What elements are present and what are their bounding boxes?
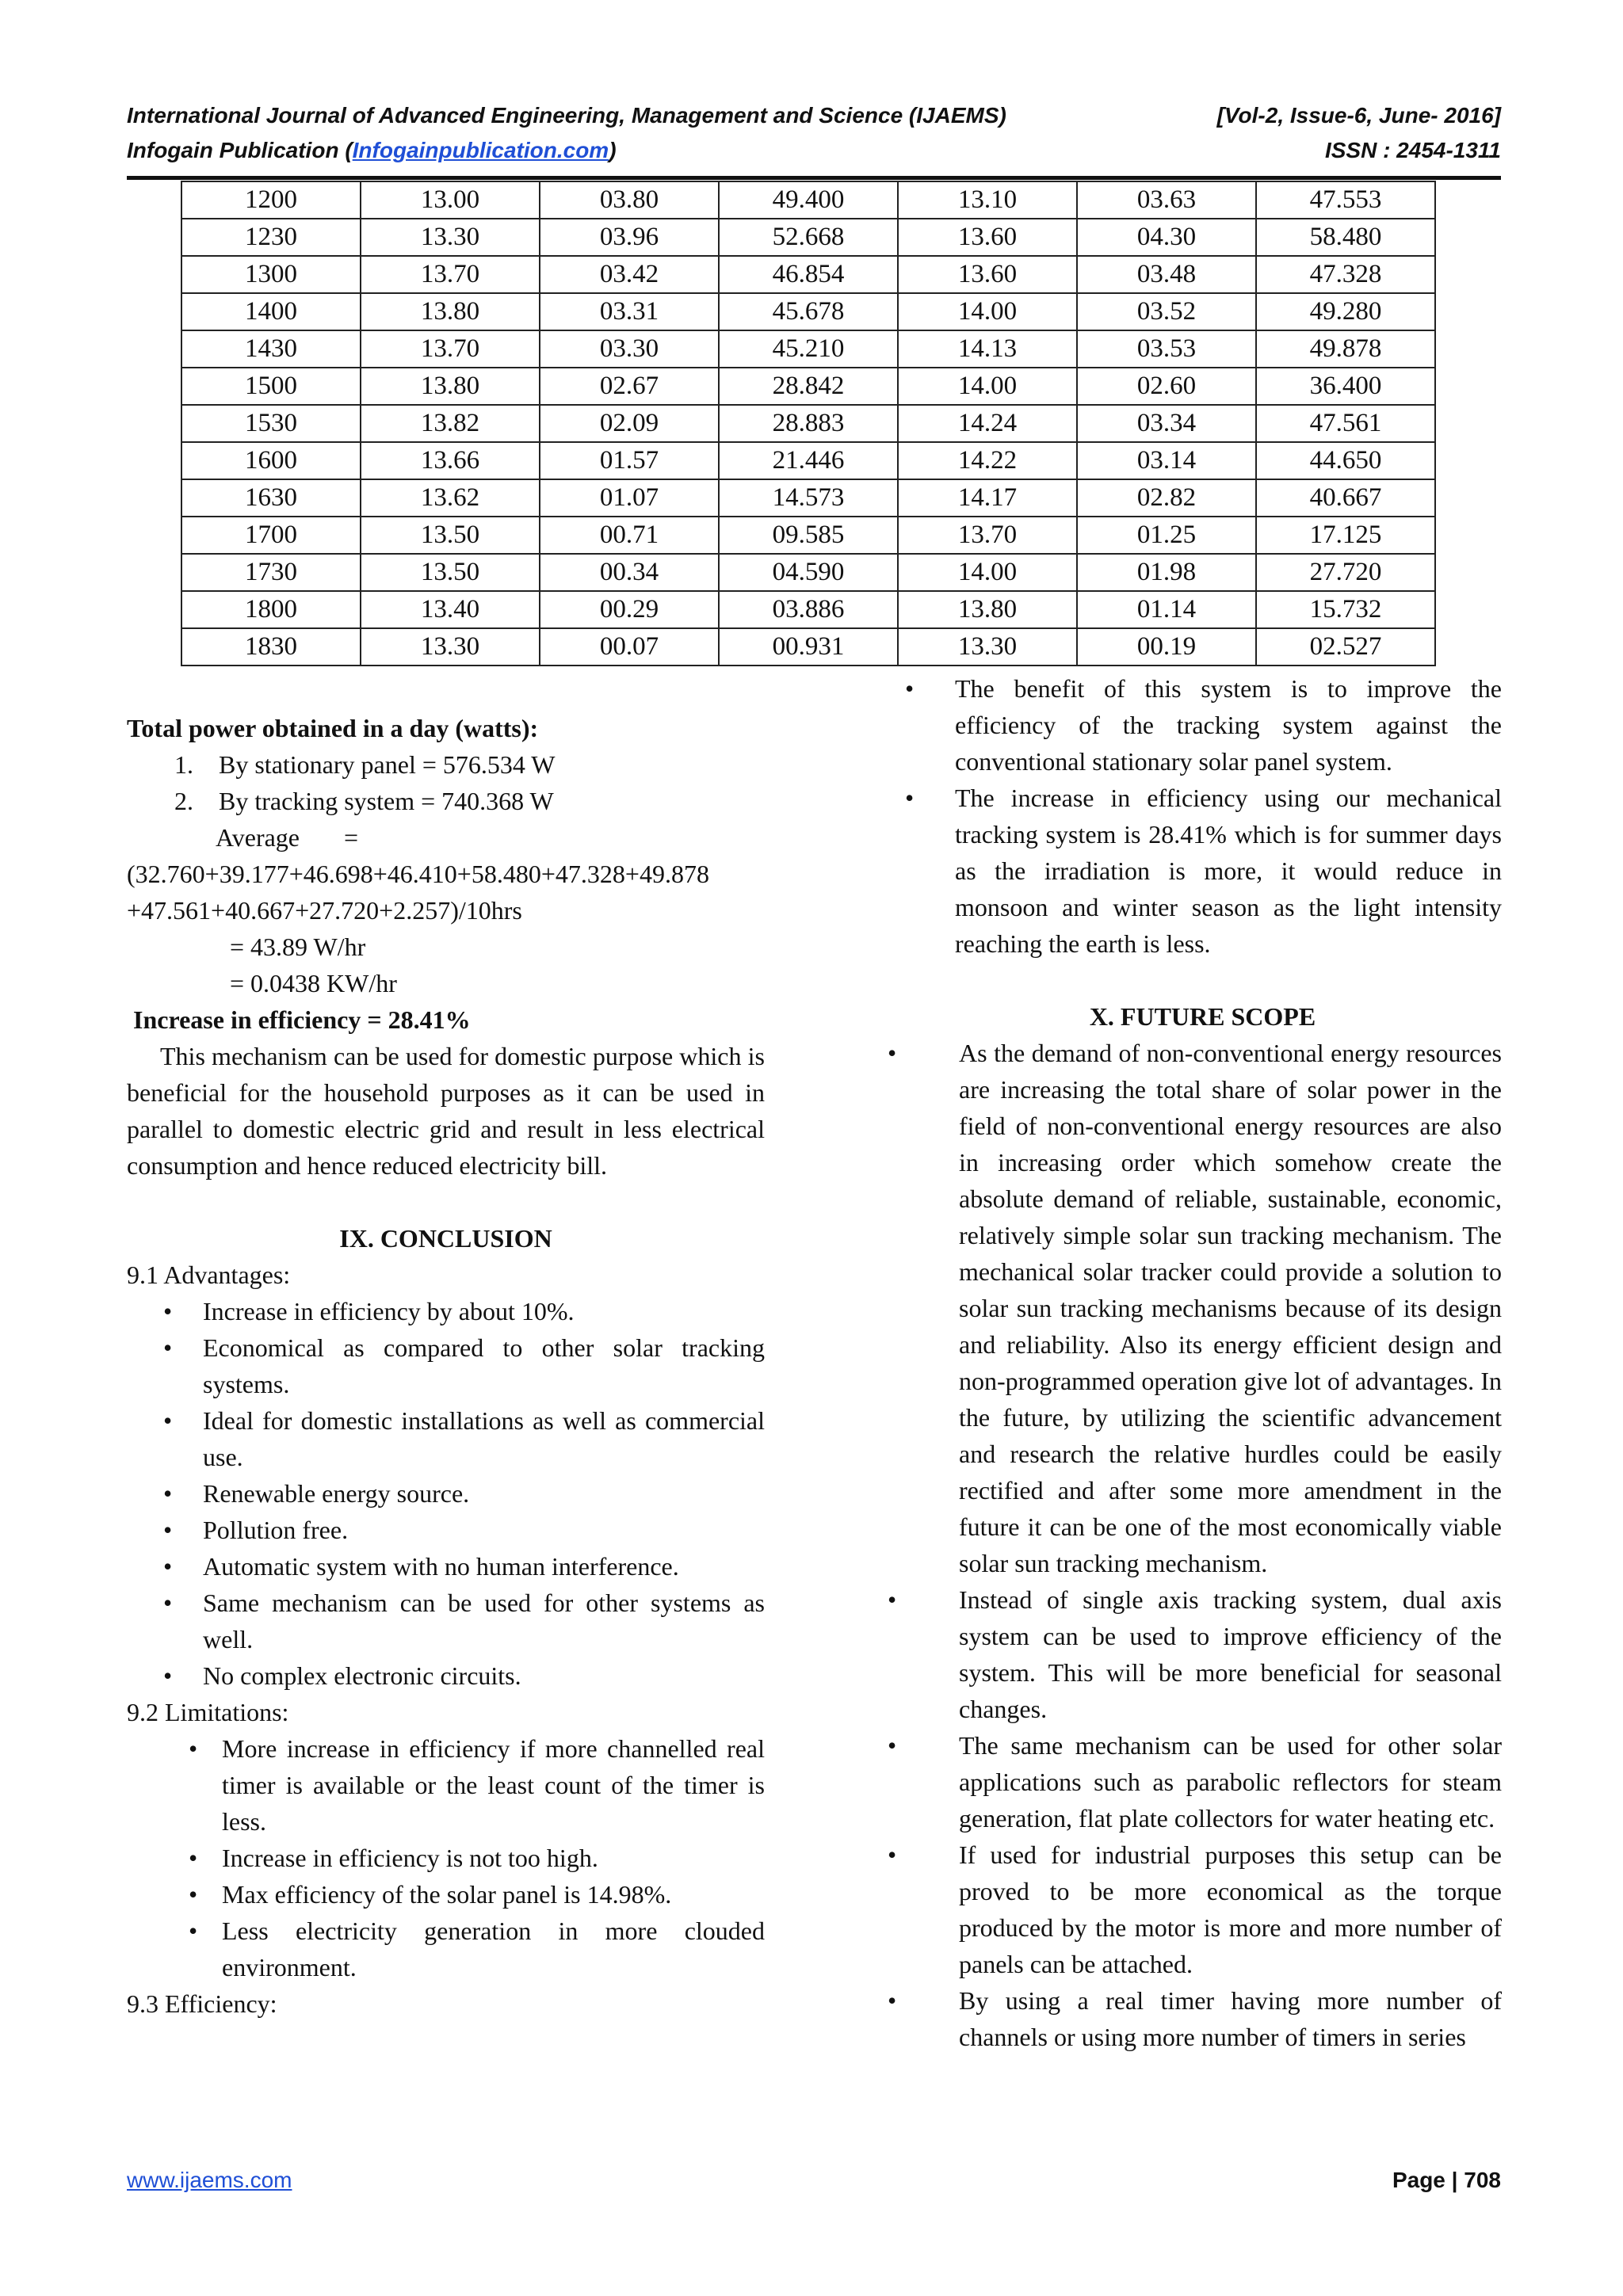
table-row: [181, 330, 1435, 368]
publisher-link[interactable]: Infogainpublication.com: [352, 138, 609, 162]
table-cell: 49.280: [1256, 293, 1435, 330]
bullet-icon: •: [888, 1840, 897, 1869]
power-list: [127, 746, 765, 819]
table-cell: 09.585: [719, 517, 898, 554]
table-cell: 28.883: [719, 405, 898, 442]
table-cell: 1700: [181, 517, 361, 554]
table-cell: 03.53: [1077, 330, 1256, 368]
journal-title: International Journal of Advanced Engineering, Management and Science (IJAEMS): [127, 103, 1006, 128]
table-cell: 40.667: [1256, 479, 1435, 517]
table-row: [181, 554, 1435, 591]
table-cell: 28.842: [719, 368, 898, 405]
header-rule: [127, 176, 1501, 180]
table-cell: 00.34: [540, 554, 719, 591]
list-item-text: Same mechanism can be used for other systems as well.: [203, 1589, 765, 1653]
table-cell: 14.00: [898, 293, 1077, 330]
table-cell: 17.125: [1256, 517, 1435, 554]
table-cell: 04.590: [719, 554, 898, 591]
table-row: [181, 628, 1435, 666]
table-cell: 47.553: [1256, 181, 1435, 219]
average-expression-line1: (32.760+39.177+46.698+46.410+58.480+47.328+49.878: [127, 860, 709, 888]
table-cell: 45.210: [719, 330, 898, 368]
bullet-icon: •: [163, 1516, 173, 1544]
list-item: [127, 1329, 765, 1402]
bullet-icon: •: [189, 1844, 198, 1872]
table-cell: 13.50: [361, 517, 540, 554]
table-cell: 03.34: [1077, 405, 1256, 442]
table-cell: 00.29: [540, 591, 719, 628]
table-cell: 02.09: [540, 405, 719, 442]
table-cell: 1830: [181, 628, 361, 666]
average-result-kw: = 0.0438 KW/hr: [230, 969, 397, 997]
list-item-text: No complex electronic circuits.: [203, 1661, 521, 1690]
page-number: Page | 708: [1392, 2168, 1501, 2192]
table-cell: 01.07: [540, 479, 719, 517]
list-item: [127, 1876, 765, 1913]
table-cell: 03.96: [540, 219, 719, 256]
bullet-icon: •: [189, 1734, 198, 1763]
table-cell: 03.31: [540, 293, 719, 330]
bullet-icon: •: [888, 1039, 897, 1067]
page-footer: [127, 2168, 1501, 2193]
table-cell: 02.527: [1256, 628, 1435, 666]
list-item: [880, 1035, 1502, 1581]
list-item-text: Renewable energy source.: [203, 1479, 470, 1508]
future-scope-heading: X. FUTURE SCOPE: [1089, 1002, 1316, 1031]
average-label: Average =: [216, 823, 359, 852]
table-cell: 01.98: [1077, 554, 1256, 591]
list-item: [880, 1836, 1502, 1982]
table-cell: 1230: [181, 219, 361, 256]
list-item-text: More increase in efficiency if more channelled real timer is available or the least count of the timer is less.: [222, 1734, 765, 1836]
average-expression-line2: +47.561+40.667+27.720+2.257)/10hrs: [127, 896, 522, 925]
right-column: [888, 670, 1502, 2055]
table-row: [181, 591, 1435, 628]
bullet-icon: •: [163, 1589, 173, 1617]
list-item: [903, 670, 1502, 780]
table-row: [181, 517, 1435, 554]
table-row: [181, 368, 1435, 405]
table-cell: 14.13: [898, 330, 1077, 368]
table-cell: 00.19: [1077, 628, 1256, 666]
list-item: [127, 1402, 765, 1475]
list-item: [880, 1982, 1502, 2055]
list-item-text: Pollution free.: [203, 1516, 349, 1544]
list-item: [127, 1548, 765, 1585]
table-cell: 1500: [181, 368, 361, 405]
table-row: [181, 256, 1435, 293]
list-item-text: Instead of single axis tracking system, dual axis system can be used to improve efficiency of the system. This will be more beneficial for seasonal changes.: [959, 1585, 1502, 1723]
table-cell: 13.62: [361, 479, 540, 517]
table-cell: 1800: [181, 591, 361, 628]
table-cell: 1630: [181, 479, 361, 517]
list-item: [127, 1475, 765, 1512]
table-cell: 13.70: [361, 330, 540, 368]
table-cell: 44.650: [1256, 442, 1435, 479]
table-cell: 04.30: [1077, 219, 1256, 256]
list-item: [127, 1585, 765, 1657]
list-item: 1. By stationary panel = 576.534 W: [174, 750, 556, 779]
table-cell: 14.00: [898, 368, 1077, 405]
table-cell: 13.80: [361, 368, 540, 405]
table-cell: 13.80: [361, 293, 540, 330]
table-row: [181, 405, 1435, 442]
list-item: [127, 1840, 765, 1876]
table-cell: 02.60: [1077, 368, 1256, 405]
table-cell: 00.931: [719, 628, 898, 666]
list-item-text: Less electricity generation in more clouded environment.: [222, 1917, 765, 1981]
publisher-line: [127, 138, 617, 163]
table-cell: 01.57: [540, 442, 719, 479]
bullet-icon: •: [163, 1297, 173, 1325]
list-item-text: If used for industrial purposes this setup can be proved to be more economical as the torque produced by the motor is more and more number of panels can be attached.: [959, 1840, 1502, 1978]
table-cell: 14.573: [719, 479, 898, 517]
bullet-icon: •: [905, 784, 915, 812]
publisher-prefix: Infogain Publication (: [127, 138, 353, 162]
bullet-icon: •: [888, 1986, 897, 2015]
table-cell: 14.24: [898, 405, 1077, 442]
table-cell: 13.50: [361, 554, 540, 591]
benefits-list: [903, 670, 1502, 962]
table-cell: 13.40: [361, 591, 540, 628]
bullet-icon: •: [189, 1917, 198, 1945]
average-result-watts: = 43.89 W/hr: [230, 933, 366, 961]
table-cell: 13.82: [361, 405, 540, 442]
table-cell: 46.854: [719, 256, 898, 293]
table-cell: 14.00: [898, 554, 1077, 591]
table-cell: 01.25: [1077, 517, 1256, 554]
list-item-text: The same mechanism can be used for other solar applications such as parabolic reflectors for steam generation, flat plate collectors for water heating etc.: [959, 1731, 1502, 1833]
website-link[interactable]: www.ijaems.com: [127, 2168, 292, 2192]
table-cell: 47.328: [1256, 256, 1435, 293]
table-cell: 13.10: [898, 181, 1077, 219]
table-cell: 47.561: [1256, 405, 1435, 442]
table-cell: 03.52: [1077, 293, 1256, 330]
table-cell: 01.14: [1077, 591, 1256, 628]
table-cell: 14.22: [898, 442, 1077, 479]
table-cell: 03.80: [540, 181, 719, 219]
table-cell: 13.30: [361, 628, 540, 666]
list-item: [127, 1657, 765, 1694]
limitations-label: 9.2 Limitations:: [127, 1698, 289, 1726]
list-item: [880, 1727, 1502, 1836]
left-column: [127, 688, 765, 2022]
table-cell: 14.17: [898, 479, 1077, 517]
table-cell: 21.446: [719, 442, 898, 479]
list-item-text: Increase in efficiency by about 10%.: [203, 1297, 575, 1325]
measurements-table: [181, 181, 1436, 666]
list-item: [127, 1512, 765, 1548]
list-item-text: Economical as compared to other solar tracking systems.: [203, 1333, 765, 1398]
table-cell: 15.732: [1256, 591, 1435, 628]
table-cell: 13.00: [361, 181, 540, 219]
table-cell: 02.82: [1077, 479, 1256, 517]
efficiency-label: 9.3 Efficiency:: [127, 1989, 277, 2018]
list-item-text: As the demand of non-conventional energy resources are increasing the total share of solar power in the field of non-conventional energy resources are also in increasing order which somehow create the absolute demand of reliable, sustainable, economic, relatively simple solar sun tracking mechanism. The mechanical solar tracker could provide a solution to solar sun tracking mechanisms because of its design and reliability. Also its energy efficient design and non-programmed operation give lot of advantages. In the future, by utilizing the scientific advancement and research the relative hurdles could be easily rectified and after some more amendment in the future it can be one of the most economically viable solar sun tracking mechanism.: [959, 1039, 1502, 1577]
table-cell: 13.60: [898, 256, 1077, 293]
table-row: [181, 442, 1435, 479]
total-power-title: Total power obtained in a day (watts):: [127, 714, 539, 742]
table-cell: 03.48: [1077, 256, 1256, 293]
list-item-text: Increase in efficiency is not too high.: [222, 1844, 598, 1872]
table-cell: 02.67: [540, 368, 719, 405]
future-scope-list: [880, 1035, 1502, 2055]
table-cell: 03.886: [719, 591, 898, 628]
list-item-text: Ideal for domestic installations as well as commercial use.: [203, 1406, 765, 1471]
table-cell: 49.400: [719, 181, 898, 219]
table-cell: 03.42: [540, 256, 719, 293]
bullet-icon: •: [888, 1585, 897, 1614]
list-item-text: By using a real timer having more number of channels or using more number of timers in series: [959, 1986, 1502, 2051]
table-cell: 13.70: [898, 517, 1077, 554]
bullet-icon: •: [163, 1661, 173, 1690]
bullet-icon: •: [189, 1880, 198, 1909]
table-cell: 58.480: [1256, 219, 1435, 256]
limitations-list: [127, 1730, 765, 1985]
bullet-icon: •: [905, 674, 915, 703]
volume-info: [Vol-2, Issue-6, June- 2016]: [1216, 103, 1501, 128]
list-item: [127, 1730, 765, 1840]
bullet-icon: •: [163, 1406, 173, 1435]
list-item: 2. By tracking system = 740.368 W: [174, 787, 554, 815]
table-cell: 13.60: [898, 219, 1077, 256]
table-row: [181, 479, 1435, 517]
increase-efficiency: Increase in efficiency = 28.41%: [133, 1005, 471, 1034]
conclusion-heading: IX. CONCLUSION: [339, 1224, 552, 1253]
table-row: [181, 219, 1435, 256]
table-cell: 1600: [181, 442, 361, 479]
domestic-paragraph: This mechanism can be used for domestic purpose which is beneficial for the household purposes as it can be used in parallel to domestic electric grid and result in less electrical consumption and hence reduced electricity bill.: [127, 1042, 765, 1180]
list-item-text: Automatic system with no human interference.: [203, 1552, 679, 1581]
table-cell: 13.30: [898, 628, 1077, 666]
table-cell: 00.07: [540, 628, 719, 666]
table-cell: 1430: [181, 330, 361, 368]
table-cell: 1530: [181, 405, 361, 442]
table-cell: 03.30: [540, 330, 719, 368]
list-item-text: The benefit of this system is to improve the efficiency of the tracking system against the conventional stationary solar panel system.: [955, 674, 1502, 776]
table-cell: 13.66: [361, 442, 540, 479]
bullet-icon: •: [163, 1333, 173, 1362]
table-cell: 03.14: [1077, 442, 1256, 479]
publisher-suffix: ): [609, 138, 617, 162]
table-cell: 1400: [181, 293, 361, 330]
table-cell: 45.678: [719, 293, 898, 330]
table-cell: 13.70: [361, 256, 540, 293]
list-item: [127, 1913, 765, 1985]
table-row: [181, 293, 1435, 330]
advantages-list: [127, 1293, 765, 1694]
issn: ISSN : 2454-1311: [1324, 138, 1501, 162]
table-cell: 03.63: [1077, 181, 1256, 219]
bullet-icon: •: [163, 1479, 173, 1508]
table-cell: 13.30: [361, 219, 540, 256]
table-cell: 36.400: [1256, 368, 1435, 405]
list-item: [127, 1293, 765, 1329]
table-cell: 1200: [181, 181, 361, 219]
list-item-text: Max efficiency of the solar panel is 14.98%.: [222, 1880, 672, 1909]
table-row: [181, 181, 1435, 219]
list-item: [880, 1581, 1502, 1727]
table-cell: 27.720: [1256, 554, 1435, 591]
table-cell: 1730: [181, 554, 361, 591]
bullet-icon: •: [163, 1552, 173, 1581]
table-cell: 52.668: [719, 219, 898, 256]
bullet-icon: •: [888, 1731, 897, 1760]
list-item-text: The increase in efficiency using our mechanical tracking system is 28.41% which is for summer days as the irradiation is more, it would reduce in monsoon and winter season as the light intensity reaching the earth is less.: [955, 784, 1502, 958]
journal-header: [127, 98, 1501, 168]
list-item: [903, 780, 1502, 962]
table-cell: 49.878: [1256, 330, 1435, 368]
table-cell: 00.71: [540, 517, 719, 554]
table-cell: 1300: [181, 256, 361, 293]
advantages-label: 9.1 Advantages:: [127, 1261, 291, 1289]
table-cell: 13.80: [898, 591, 1077, 628]
